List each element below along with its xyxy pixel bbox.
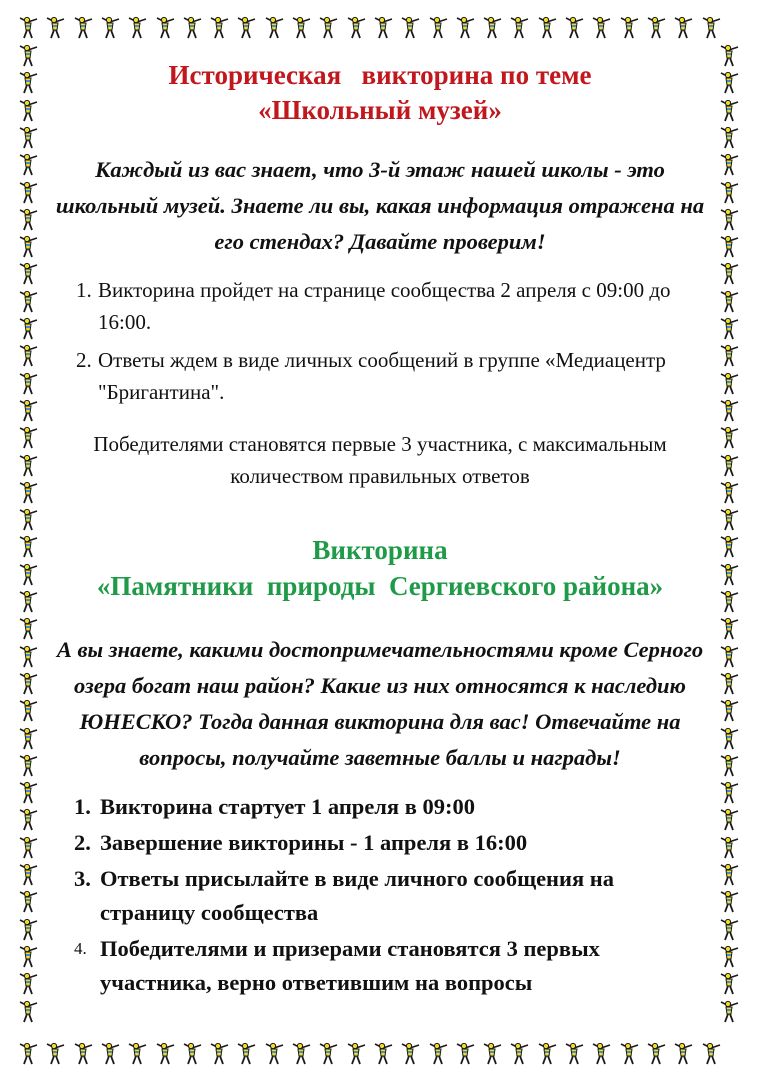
stick-figure-icon xyxy=(16,208,40,232)
stick-figure-icon xyxy=(16,508,40,532)
stick-figure-icon xyxy=(16,617,40,641)
stick-figure-icon xyxy=(98,16,122,40)
stick-figure-icon xyxy=(562,1042,586,1066)
stick-figure-icon xyxy=(16,153,40,177)
list-item xyxy=(50,826,710,860)
stick-figure-icon xyxy=(480,16,504,40)
stick-figure-icon xyxy=(453,1042,477,1066)
stick-figure-icon xyxy=(371,1042,395,1066)
stick-figure-icon xyxy=(717,863,741,887)
stick-figure-icon xyxy=(16,754,40,778)
quiz2-title-line1: Викторина xyxy=(312,535,448,565)
stick-figure-icon xyxy=(717,399,741,423)
list-item xyxy=(50,790,710,824)
stick-figure-icon xyxy=(717,208,741,232)
page-content xyxy=(50,56,710,1002)
border-bottom xyxy=(14,1040,743,1068)
stick-figure-icon xyxy=(717,808,741,832)
rule-text: Завершение викторины - 1 апреля в 16:00 xyxy=(100,830,528,855)
stick-figure-icon xyxy=(507,16,531,40)
quiz1-note: Победителями становятся первые 3 участника, с максимальным количеством правильных ответов xyxy=(93,432,667,488)
stick-figure-icon xyxy=(453,16,477,40)
quiz2-title-line2: «Памятники природы Сергиевского района» xyxy=(96,571,664,601)
stick-figure-icon xyxy=(717,754,741,778)
stick-figure-icon xyxy=(153,16,177,40)
stick-figure-icon xyxy=(16,426,40,450)
quiz2-intro: А вы знаете, какими достопримечательностями кроме Серного озера богат наш район? Какие из них относятся к наследию ЮНЕСКО? Тогда данная викторина для вас! Отвечайте на вопросы, получайте заветные баллы и награды! xyxy=(56,637,704,770)
rule-number: 1. xyxy=(74,794,91,819)
stick-figure-icon xyxy=(717,972,741,996)
stick-figure-icon xyxy=(717,126,741,150)
stick-figure-icon xyxy=(16,262,40,286)
stick-figure-icon xyxy=(644,1042,668,1066)
stick-figure-icon xyxy=(717,454,741,478)
rule-number: 4. xyxy=(74,939,87,958)
rule-text: Викторина пройдет на странице сообщества 2 апреля с 09:00 до 16:00. xyxy=(98,278,671,334)
stick-figure-icon xyxy=(717,1000,741,1024)
stick-figure-icon xyxy=(371,16,395,40)
quiz1-intro: Каждый из вас знает, что 3-й этаж нашей школы - это школьный музей. Знаете ли вы, какая информация отражена на его стендах? Давайте проверим! xyxy=(55,157,705,254)
stick-figure-icon xyxy=(153,1042,177,1066)
stick-figure-icon xyxy=(262,16,286,40)
stick-figure-icon xyxy=(699,16,723,40)
rule-text: Викторина стартует 1 апреля в 09:00 xyxy=(100,794,475,819)
border-left xyxy=(14,42,42,1040)
stick-figure-icon xyxy=(344,1042,368,1066)
stick-figure-icon xyxy=(180,1042,204,1066)
stick-figure-icon xyxy=(717,181,741,205)
stick-figure-icon xyxy=(16,836,40,860)
stick-figure-icon xyxy=(717,672,741,696)
quiz-nature-section xyxy=(50,532,710,1000)
rule-number: 2. xyxy=(76,348,92,372)
list-item xyxy=(50,862,710,930)
stick-figure-icon xyxy=(717,563,741,587)
rule-text: Ответы присылайте в виде личного сообщения на страницу сообщества xyxy=(100,866,614,925)
stick-figure-icon xyxy=(125,16,149,40)
stick-figure-icon xyxy=(289,1042,313,1066)
stick-figure-icon xyxy=(717,645,741,669)
stick-figure-icon xyxy=(43,16,67,40)
stick-figure-icon xyxy=(16,918,40,942)
stick-figure-icon xyxy=(71,16,95,40)
quiz1-title-line2: «Школьный музей» xyxy=(258,95,502,125)
stick-figure-icon xyxy=(617,1042,641,1066)
stick-figure-icon xyxy=(717,699,741,723)
stick-figure-icon xyxy=(398,16,422,40)
stick-figure-icon xyxy=(16,99,40,123)
stick-figure-icon xyxy=(16,699,40,723)
stick-figure-icon xyxy=(16,44,40,68)
rule-number: 3. xyxy=(74,866,91,891)
stick-figure-icon xyxy=(717,44,741,68)
stick-figure-icon xyxy=(16,727,40,751)
list-item xyxy=(50,344,710,408)
stick-figure-icon xyxy=(207,1042,231,1066)
stick-figure-icon xyxy=(16,1000,40,1024)
list-item xyxy=(50,932,710,1000)
stick-figure-icon xyxy=(234,16,258,40)
stick-figure-icon xyxy=(16,535,40,559)
stick-figure-icon xyxy=(717,99,741,123)
stick-figure-icon xyxy=(16,290,40,314)
stick-figure-icon xyxy=(717,781,741,805)
quiz1-rules-list xyxy=(50,274,710,408)
stick-figure-icon xyxy=(16,672,40,696)
stick-figure-icon xyxy=(16,481,40,505)
stick-figure-icon xyxy=(717,290,741,314)
stick-figure-icon xyxy=(16,808,40,832)
stick-figure-icon xyxy=(717,617,741,641)
stick-figure-icon xyxy=(671,1042,695,1066)
stick-figure-icon xyxy=(16,590,40,614)
stick-figure-icon xyxy=(316,1042,340,1066)
stick-figure-icon xyxy=(398,1042,422,1066)
stick-figure-icon xyxy=(16,344,40,368)
stick-figure-icon xyxy=(480,1042,504,1066)
stick-figure-icon xyxy=(16,235,40,259)
stick-figure-icon xyxy=(717,945,741,969)
stick-figure-icon xyxy=(125,1042,149,1066)
stick-figure-icon xyxy=(671,16,695,40)
stick-figure-icon xyxy=(699,1042,723,1066)
stick-figure-icon xyxy=(16,945,40,969)
stick-figure-icon xyxy=(717,836,741,860)
border-top xyxy=(14,14,743,42)
stick-figure-icon xyxy=(16,399,40,423)
stick-figure-icon xyxy=(717,344,741,368)
stick-figure-icon xyxy=(16,181,40,205)
stick-figure-icon xyxy=(717,372,741,396)
stick-figure-icon xyxy=(316,16,340,40)
stick-figure-icon xyxy=(262,1042,286,1066)
stick-figure-icon xyxy=(16,71,40,95)
quiz-history-section xyxy=(50,58,710,492)
stick-figure-icon xyxy=(717,727,741,751)
stick-figure-icon xyxy=(535,16,559,40)
stick-figure-icon xyxy=(717,890,741,914)
stick-figure-icon xyxy=(717,508,741,532)
stick-figure-icon xyxy=(717,235,741,259)
stick-figure-icon xyxy=(16,890,40,914)
stick-figure-icon xyxy=(717,317,741,341)
stick-figure-icon xyxy=(717,262,741,286)
stick-figure-icon xyxy=(535,1042,559,1066)
stick-figure-icon xyxy=(16,863,40,887)
list-item xyxy=(50,274,710,338)
stick-figure-icon xyxy=(717,918,741,942)
stick-figure-icon xyxy=(562,16,586,40)
rule-text: Победителями и призерами становятся 3 первых участника, верно ответившим на вопросы xyxy=(100,936,600,995)
stick-figure-icon xyxy=(717,153,741,177)
stick-figure-icon xyxy=(16,16,40,40)
stick-figure-icon xyxy=(71,1042,95,1066)
stick-figure-icon xyxy=(289,16,313,40)
stick-figure-icon xyxy=(16,317,40,341)
stick-figure-icon xyxy=(16,1042,40,1066)
stick-figure-icon xyxy=(234,1042,258,1066)
rule-text: Ответы ждем в виде личных сообщений в группе «Медиацентр "Бригантина". xyxy=(98,348,666,404)
stick-figure-icon xyxy=(644,16,668,40)
stick-figure-icon xyxy=(207,16,231,40)
stick-figure-icon xyxy=(16,563,40,587)
stick-figure-icon xyxy=(16,972,40,996)
stick-figure-icon xyxy=(180,16,204,40)
rule-number: 2. xyxy=(74,830,91,855)
stick-figure-icon xyxy=(717,590,741,614)
stick-figure-icon xyxy=(426,1042,450,1066)
stick-figure-icon xyxy=(507,1042,531,1066)
stick-figure-icon xyxy=(344,16,368,40)
border-right xyxy=(715,42,743,1040)
stick-figure-icon xyxy=(717,535,741,559)
quiz2-rules-list xyxy=(50,790,710,1000)
stick-figure-icon xyxy=(589,16,613,40)
stick-figure-icon xyxy=(589,1042,613,1066)
quiz1-title-line1: Историческая викторина по теме xyxy=(168,60,592,90)
stick-figure-icon xyxy=(426,16,450,40)
stick-figure-icon xyxy=(43,1042,67,1066)
stick-figure-icon xyxy=(98,1042,122,1066)
rule-number: 1. xyxy=(76,278,92,302)
stick-figure-icon xyxy=(16,372,40,396)
stick-figure-icon xyxy=(717,481,741,505)
stick-figure-icon xyxy=(717,71,741,95)
stick-figure-icon xyxy=(16,126,40,150)
stick-figure-icon xyxy=(16,781,40,805)
stick-figure-icon xyxy=(16,645,40,669)
stick-figure-icon xyxy=(717,426,741,450)
stick-figure-icon xyxy=(617,16,641,40)
stick-figure-icon xyxy=(16,454,40,478)
